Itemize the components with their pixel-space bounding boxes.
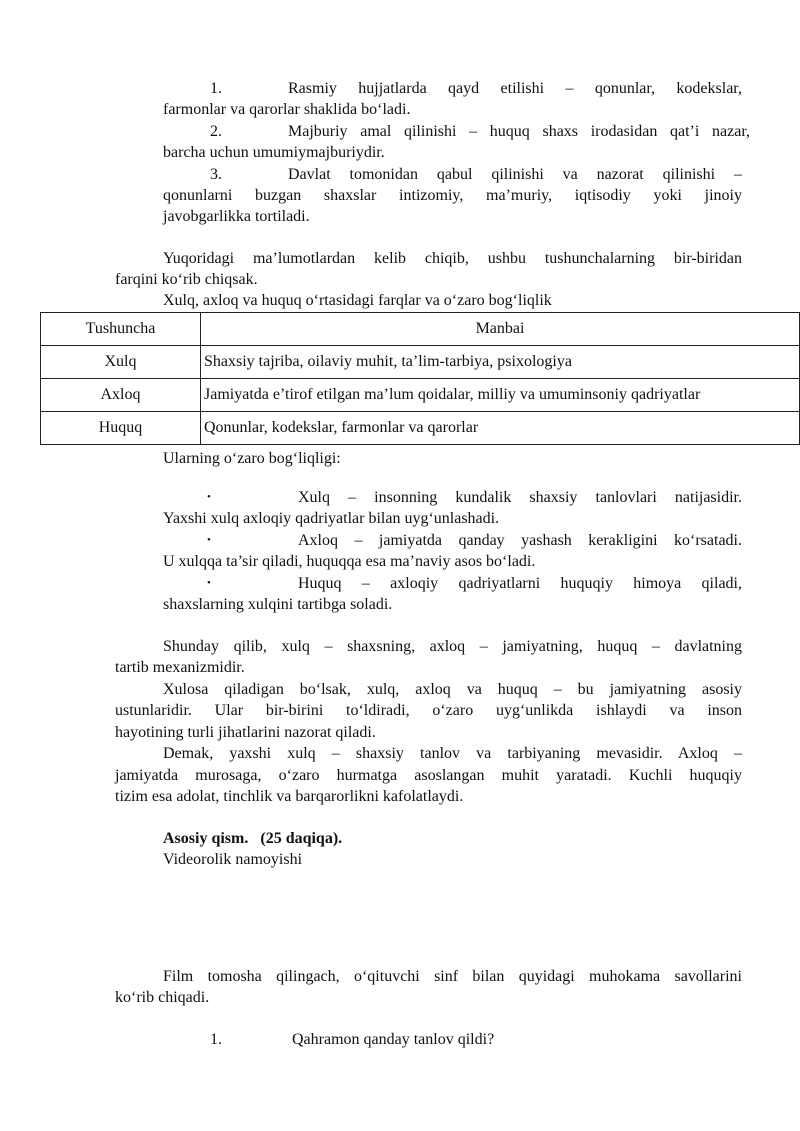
final-line: jamiyatda murosaga, o‘zaro hurmatga asoslangan muhit yaratadi. Kuchli huquqiy: [115, 767, 742, 784]
bullet-first-line: Axloq – jamiyatda qanday yashash kerakligini ko‘rsatadi.: [298, 532, 742, 549]
list-item-first-line: Majburiy amal qilinishi – huquq shaxs irodasidan qat’i nazar,: [288, 123, 750, 140]
list-number: 2.: [210, 123, 222, 140]
bullet-marker: •: [207, 534, 211, 546]
table-row: [41, 346, 800, 379]
table-header-row: [41, 313, 800, 346]
bullet-marker: •: [207, 491, 211, 503]
bullet-line: Yaxshi xulq axloqiy qadriyatlar bilan uyg‘unlashadi.: [163, 510, 500, 527]
summary-line: Shunday qilib, xulq – shaxsning, axloq – jamiyatning, huquq – davlatning: [163, 638, 742, 655]
bullet-line: shaxslarning xulqini tartibga soladi.: [163, 596, 393, 613]
table-cell-concept: Axloq: [41, 379, 201, 412]
list-item-line: javobgarlikka tortiladi.: [163, 208, 310, 225]
table-row: [41, 412, 800, 445]
video-line: Videorolik namoyishi: [163, 851, 303, 868]
list-item-line: barcha uchun umumiymajburiydir.: [163, 144, 385, 161]
table-header-cell: Tushuncha: [41, 313, 201, 346]
table-header-cell: Manbai: [201, 313, 800, 346]
list-item-first-line: Rasmiy hujjatlarda qayd etilishi – qonunlar, kodekslar,: [288, 80, 742, 97]
bullet-first-line: Xulq – insonning kundalik shaxsiy tanlovlari natijasidir.: [298, 489, 742, 506]
intro-line: farqini ko‘rib chiqsak.: [115, 271, 258, 288]
intro-line: Yuqoridagi ma’lumotlardan kelib chiqib, ushbu tushunchalarning bir-biridan: [163, 250, 742, 267]
list-item-line: qonunlarni buzgan shaxslar intizomiy, ma’muriy, iqtisodiy yoki jinoiy: [163, 187, 742, 204]
main-part-heading: [163, 828, 342, 850]
final-line: tizim esa adolat, tinchlik va barqarorlikni kafolatlaydi.: [115, 788, 464, 805]
conclusion-line: hayotining turli jihatlarini nazorat qiladi.: [115, 724, 376, 741]
main-part-title: Asosiy qism.: [163, 830, 249, 847]
film-line: Film tomosha qilingach, o‘qituvchi sinf bilan quyidagi muhokama savollarini: [163, 968, 742, 985]
table-cell-source: Qonunlar, kodekslar, farmonlar va qarorlar: [201, 412, 800, 445]
table-cell-source: Shaxsiy tajriba, oilaviy muhit, ta’lim-tarbiya, psixologiya: [201, 346, 800, 379]
bullet-marker: •: [207, 577, 211, 589]
question-text: Qahramon qanday tanlov qildi?: [292, 1031, 495, 1048]
film-line: ko‘rib chiqadi.: [115, 989, 210, 1006]
list-number: 1.: [210, 80, 222, 97]
list-item-line: farmonlar va qarorlar shaklida bo‘ladi.: [163, 101, 411, 118]
bullet-first-line: Huquq – axloqiy qadriyatlarni huquqiy himoya qiladi,: [298, 575, 742, 592]
summary-line: tartib mexanizmidir.: [115, 659, 245, 676]
list-item-first-line: Davlat tomonidan qabul qilinishi va nazorat qilinishi –: [288, 166, 742, 183]
table-row: [41, 379, 800, 412]
table-cell-source: Jamiyatda e’tirof etilgan ma’lum qoidalar, milliy va umuminsoniy qadriyatlar: [201, 379, 800, 412]
section-heading: Ularning o‘zaro bog‘liqligi:: [163, 450, 341, 467]
table-caption: Xulq, axloq va huquq o‘rtasidagi farqlar va o‘zaro bog‘liqlik: [163, 292, 552, 309]
question-number: 1.: [210, 1031, 222, 1048]
final-line: Demak, yaxshi xulq – shaxsiy tanlov va tarbiyaning mevasidir. Axloq –: [163, 745, 742, 762]
bullet-line: U xulqqa ta’sir qiladi, huquqqa esa ma’naviy asos bo‘ladi.: [163, 553, 536, 570]
conclusion-line: ustunlaridir. Ular bir-birini to‘ldiradi, o‘zaro uyg‘unlikda ishlaydi va inson: [115, 702, 742, 719]
comparison-table: [40, 312, 800, 445]
conclusion-line: Xulosa qiladigan bo‘lsak, xulq, axloq va huquq – bu jamiyatning asosiy: [163, 681, 742, 698]
main-part-duration: (25 daqiqa).: [260, 830, 343, 847]
table-cell-concept: Huquq: [41, 412, 201, 445]
list-number: 3.: [210, 166, 222, 183]
table-cell-concept: Xulq: [41, 346, 201, 379]
